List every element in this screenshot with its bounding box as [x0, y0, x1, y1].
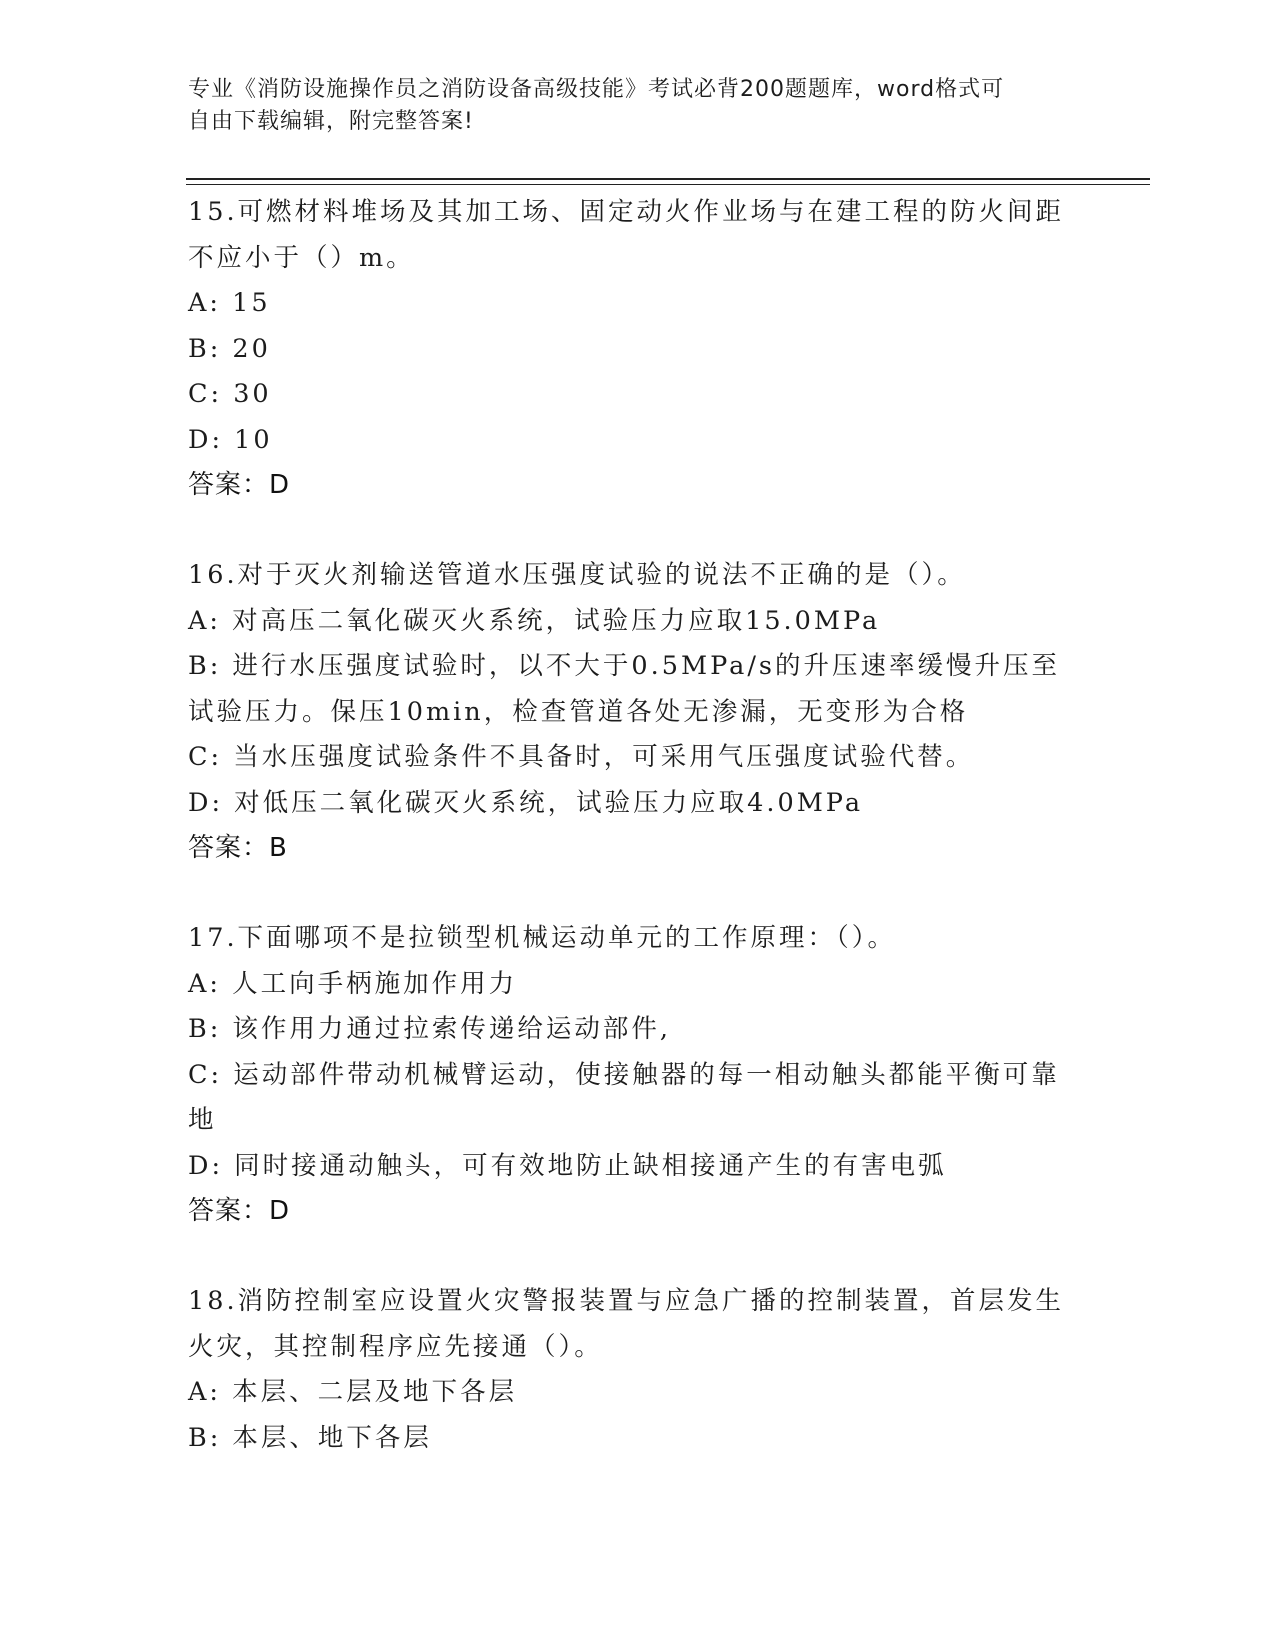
option-c: C: 当水压强度试验条件不具备时，可采用气压强度试验代替。	[188, 742, 975, 772]
question-18	[188, 1279, 1088, 1461]
question-17	[188, 916, 1088, 1234]
option-d: D: 对低压二氧化碳灭火系统，试验压力应取4.0MPa	[188, 787, 864, 818]
question-spacer	[188, 1234, 1088, 1279]
option-a: A: 本层、二层及地下各层	[188, 1377, 518, 1407]
option-b: B: 该作用力通过拉索传递给运动部件,	[188, 1014, 672, 1044]
option-c: C: 运动部件带动机械臂运动，使接触器的每一相动触头都能平衡可靠	[188, 1059, 1060, 1090]
question-text: 不应小于（）m。	[188, 242, 415, 273]
header-line: 专业《消防设施操作员之消防设备高级技能》考试必背200题题库，word格式可	[188, 77, 1005, 102]
header-line: 自由下载编辑，附完整答案!	[188, 109, 474, 134]
answer-line: 答案：D	[188, 1196, 291, 1226]
document-header	[188, 74, 1068, 138]
option-d: D: 同时接通动触头，可有效地防止缺相接通产生的有害电弧	[188, 1150, 947, 1181]
option-a: A: 人工向手柄施加作用力	[188, 968, 518, 999]
question-list	[188, 190, 1088, 1461]
option-c: C: 30	[188, 379, 272, 409]
option-d: D: 10	[188, 424, 273, 455]
question-16	[188, 553, 1088, 871]
option-b-continued: 试验压力。保压10min，检查管道各处无渗漏，无变形为合格	[188, 696, 969, 727]
option-b: B: 进行水压强度试验时，以不大于0.5MPa/s的升压速率缓慢升压至	[188, 651, 1060, 681]
option-a: A: 对高压二氧化碳灭火系统，试验压力应取15.0MPa	[188, 605, 881, 636]
question-spacer	[188, 508, 1088, 553]
question-text: 16.对于灭火剂输送管道水压强度试验的说法不正确的是（）。	[188, 560, 966, 590]
question-spacer	[188, 871, 1088, 916]
header-divider-thick	[186, 178, 1150, 180]
option-b: B: 20	[188, 333, 271, 364]
question-text: 18.消防控制室应设置火灾警报装置与应急广播的控制装置，首层发生	[188, 1286, 1065, 1316]
option-a: A: 15	[188, 288, 271, 318]
option-c-continued: 地	[188, 1105, 217, 1135]
question-text: 17.下面哪项不是拉锁型机械运动单元的工作原理：（）。	[188, 923, 897, 953]
question-text: 火灾，其控制程序应先接通（）。	[188, 1331, 603, 1362]
question-text: 15.可燃材料堆场及其加工场、固定动火作业场与在建工程的防火间距	[188, 197, 1065, 227]
header-divider-thin	[186, 184, 1150, 185]
option-b: B: 本层、地下各层	[188, 1422, 432, 1453]
question-15	[188, 190, 1088, 508]
answer-line: 答案：D	[188, 470, 291, 500]
answer-line: 答案：B	[188, 833, 288, 863]
